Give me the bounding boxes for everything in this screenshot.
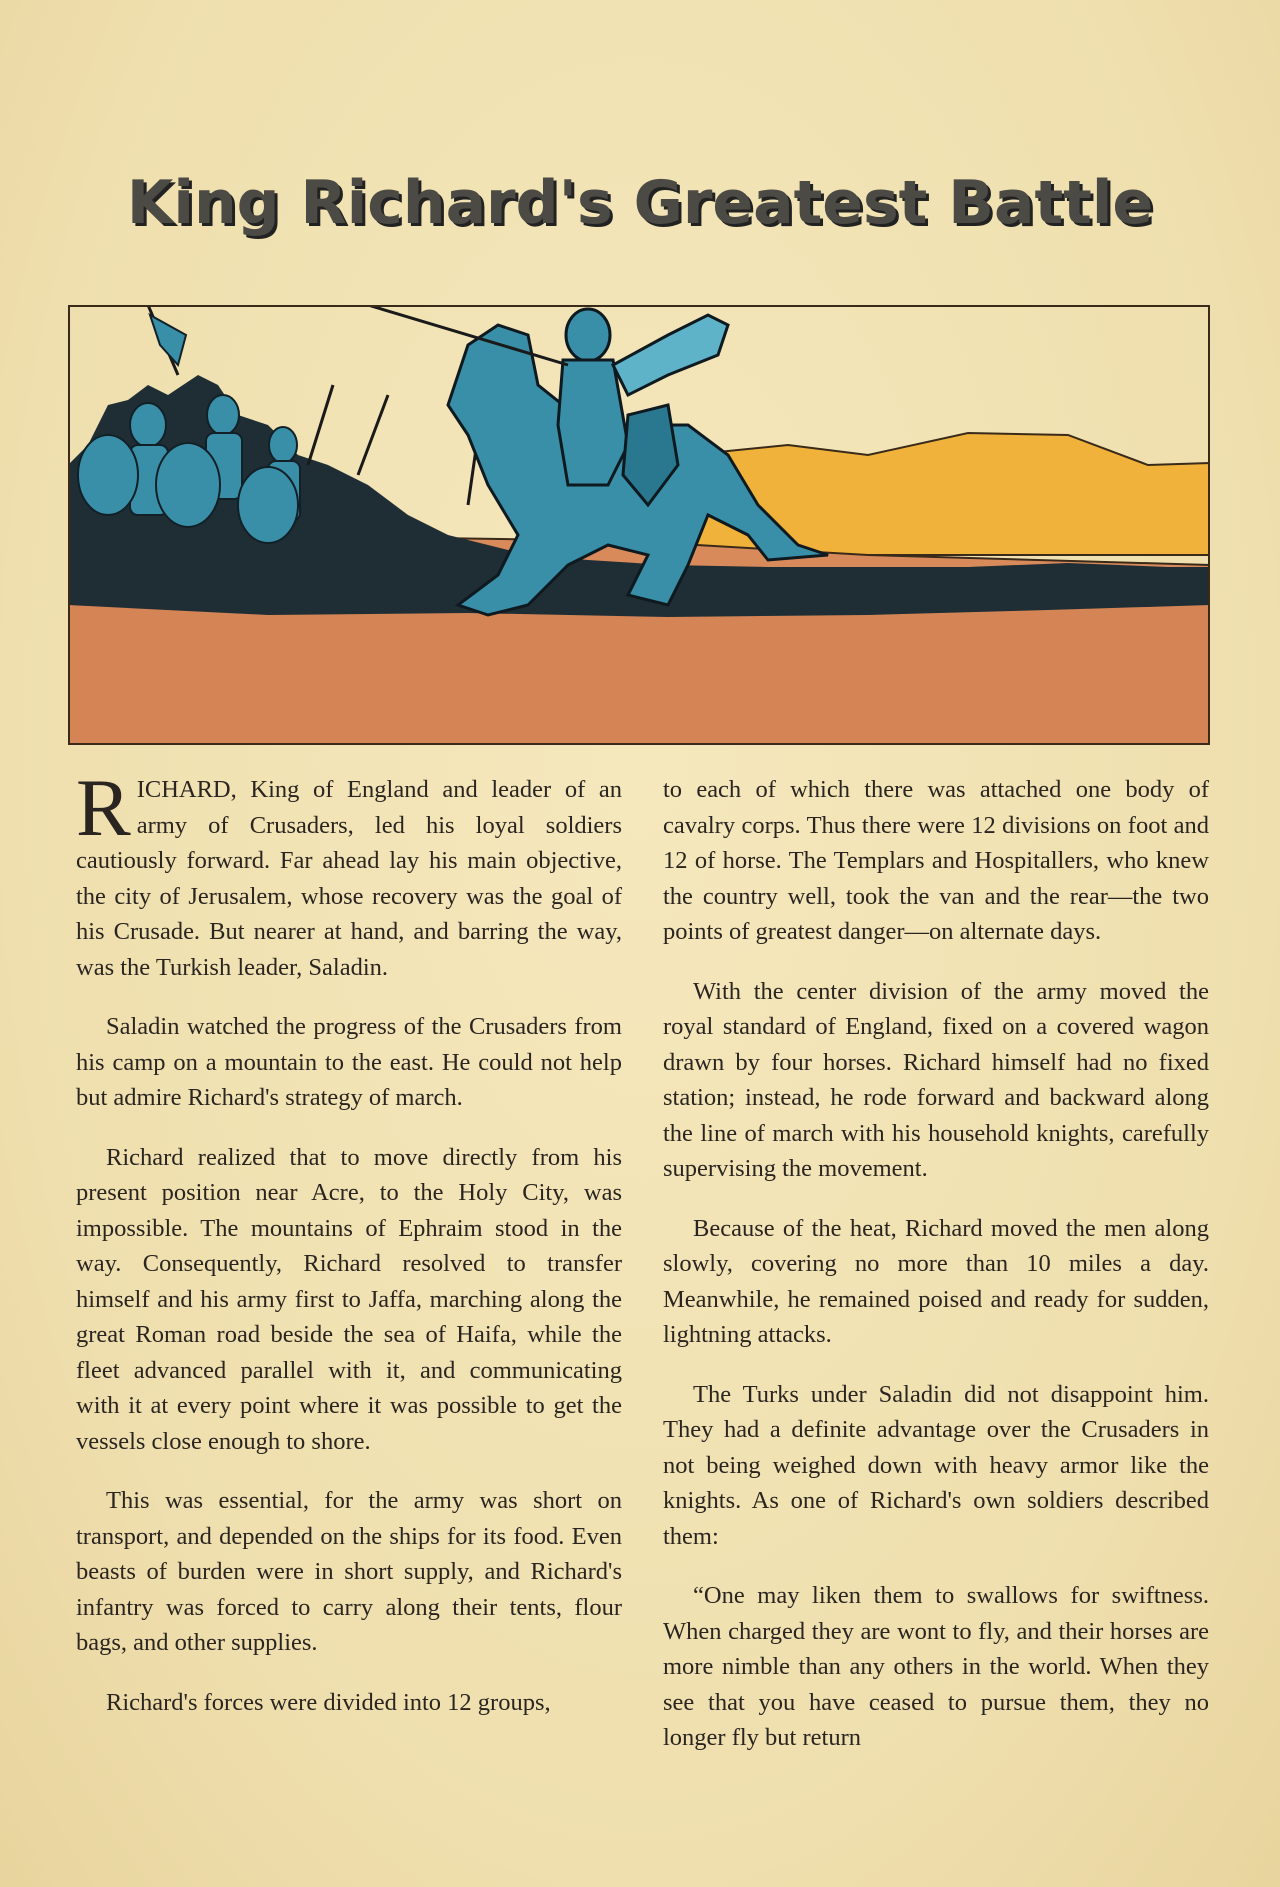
paragraph: This was essential, for the army was short on transport, and depended on the ships for its food. Even beasts of burden were in short supply, and Richard's infantry was forced to carry along their tents, flour bags, and other supplies.: [76, 1487, 622, 1656]
paragraph: Saladin watched the progress of the Crusaders from his camp on a mountain to the east. He could not help but admire Richard's strategy of march.: [76, 1013, 622, 1111]
page-title: King Richard's Greatest Battle: [126, 168, 1154, 238]
paragraph: to each of which there was attached one body of cavalry corps. Thus there were 12 divisions on foot and 12 of horse. The Templars and Hospitallers, who knew the country well, took the van and the rear—the two points of greatest danger—on alternate days.: [663, 776, 1209, 945]
crusaders-illustration: [68, 305, 1210, 745]
article-column-left: [76, 762, 622, 1744]
paragraph: Because of the heat, Richard moved the men along slowly, covering no more than 10 miles a day. Meanwhile, he remained poised and ready for sudden, lightning attacks.: [663, 1214, 1209, 1348]
paragraph: With the center division of the army moved the royal standard of England, fixed on a covered wagon drawn by four horses. Richard himself had no fixed station; instead, he rode forward and backward along the line of march with his household knights, carefully supervising the movement.: [663, 977, 1209, 1182]
paragraph: The Turks under Saladin did not disappoint him. They had a definite advantage over the Crusaders in not being weighed down with heavy armor like the knights. As one of Richard's own soldiers described them:: [663, 1380, 1209, 1550]
paragraph: “One may liken them to swallows for swiftness. When charged they are wont to fly, and their horses are more nimble than any others in the world. When they see that you have ceased to pursue them, they no longer fly but return: [663, 1582, 1209, 1751]
drop-cap: R: [76, 762, 131, 853]
crusaders-illustration-svg: [68, 305, 1210, 745]
paragraph: Richard's forces were divided into 12 groups,: [106, 1688, 551, 1716]
banner: [150, 315, 186, 365]
paragraph-text: ICHARD, King of England and leader of an army of Crusaders, led his loyal soldiers cautiously forward. Far ahead lay his main objective, the city of Jerusalem, whose recovery was the goal of his Crusade. But nearer at hand, and barring the way, was the Turkish leader, Saladin.: [76, 776, 622, 981]
article-column-right: [663, 772, 1209, 1780]
ground-lower: [68, 605, 1210, 745]
paragraph: [76, 762, 622, 985]
paragraph: Richard realized that to move directly from his present position near Acre, to the Holy City, was impossible. The mountains of Ephraim stood in the way. Consequently, Richard resolved to transfer himself and his army first to Jaffa, marching along the great Roman road beside the sea of Haifa, while the fleet advanced parallel with it, and communicating with it at every point where it was possible to get the vessels close enough to shore.: [76, 1143, 622, 1455]
